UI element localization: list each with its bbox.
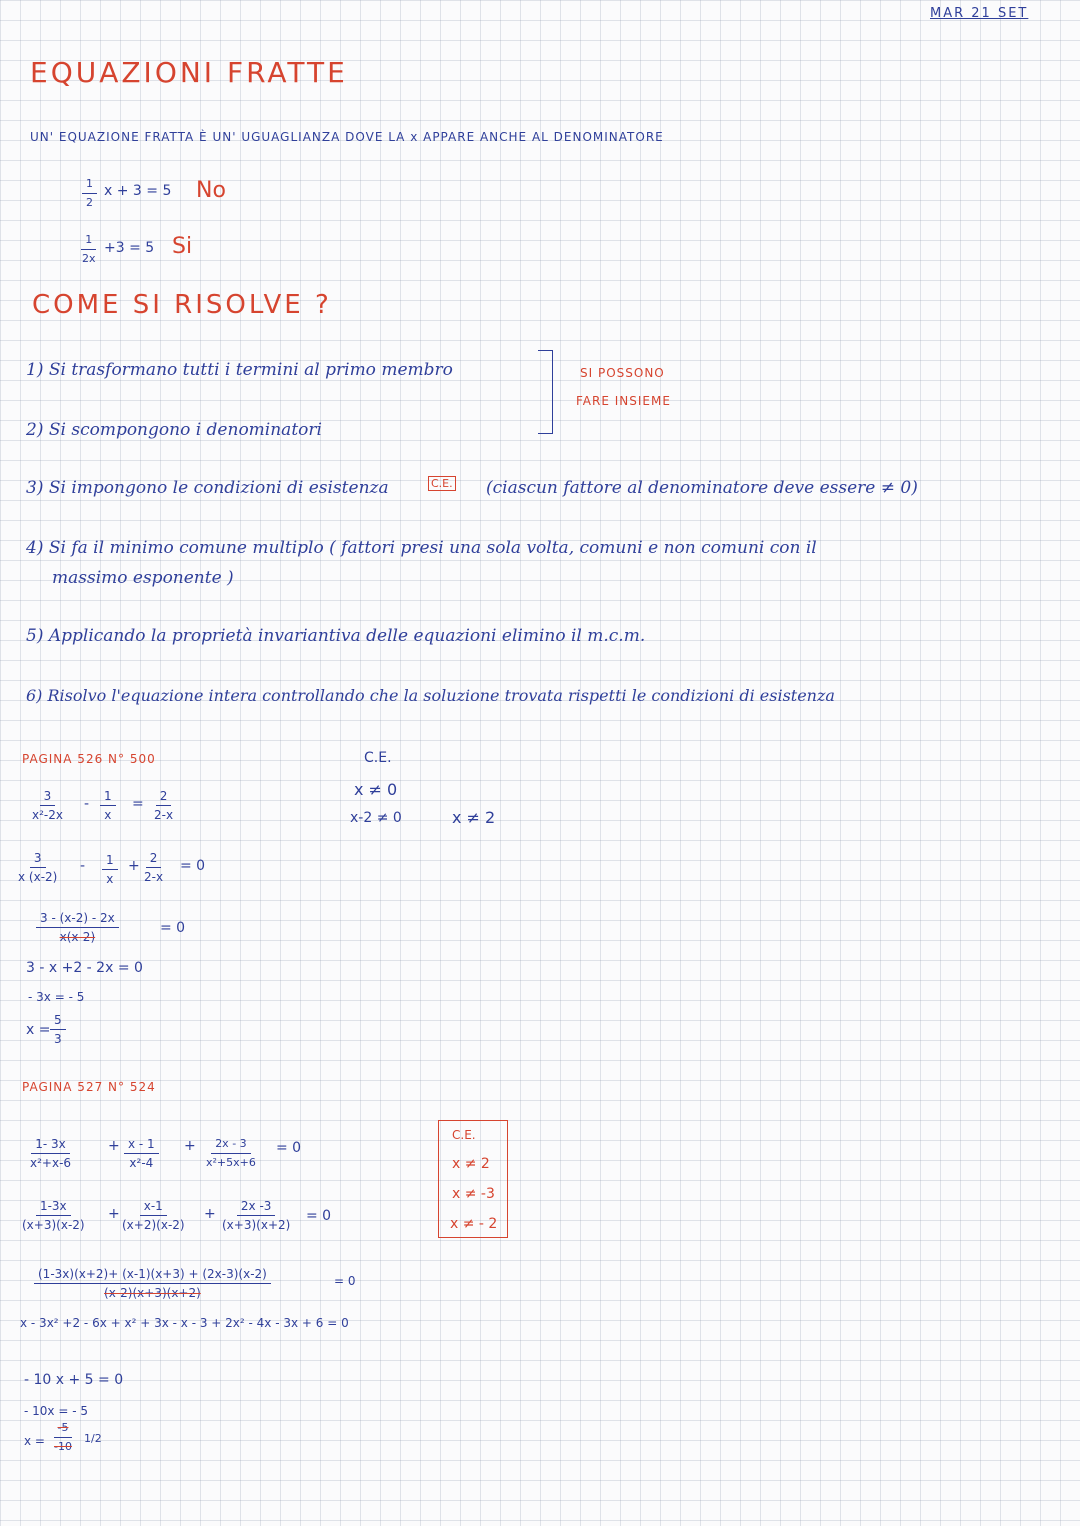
ex2-line7-frac: $\frac{-5}{-10}$ [54,1421,72,1453]
ex1-eq1-frac1: $\frac{3}{\text{x²-2x}}$ [32,789,63,822]
step-4-cont: massimo esponente ) [52,568,234,588]
step-4: 4) Si fa il minimo comune multiplo ( fattori presi una sola volta, comuni e non comuni con il [26,538,817,558]
ex2-ce-3: x ≠ - 2 [450,1216,498,1232]
ex2-ce-label: C.E. [452,1128,476,1142]
ex1-ce-label: C.E. [364,750,392,766]
step-2: 2) Si scompongono i denominatori [26,420,322,440]
exercise-1-heading: PAGINA 526 N° 500 [22,752,156,766]
step-5: 5) Applicando la proprietà invariantiva delle equazioni elimino il m.c.m. [26,626,646,646]
ex2-eq2-frac3: $\frac{2x -3}{(x+3)(x+2)}$ [222,1199,291,1232]
ex2-line6: - 10x = - 5 [24,1404,88,1418]
ex2-eq2-tail: = 0 [306,1208,332,1224]
ex2-eq1-op2: + [184,1138,196,1154]
ex1-ce-1: x ≠ 0 [354,780,398,799]
ex2-eq2-op1: + [108,1206,120,1222]
date: MAR 21 SET [930,6,1029,21]
step-3-note: (ciascun fattore al denominatore deve essere ≠ 0) [486,478,918,498]
ex1-eq1-frac2: $\frac{1}{x}$ [100,788,116,823]
example-1-verdict: No [196,178,226,203]
steps-bracket [538,350,553,434]
ex1-eq2-frac2: $\frac{1}{x}$ [102,852,118,887]
section-title: COME SI RISOLVE ? [32,290,332,320]
ex2-eq2-op2: + [204,1206,216,1222]
ex2-eq1-frac1: $\frac{1- 3x}{\text{x²+x-6}}$ [30,1137,72,1170]
steps-note-2: FARE INSIEME [576,394,671,408]
ex1-line6-frac: $\frac{5}{3}$ [50,1012,66,1047]
page-title: EQUAZIONI FRATTE [30,56,348,89]
ex1-eq1-frac3: $\frac{2}{2-x}$ [154,789,174,822]
ex2-eq2-frac2: $\frac{x-1}{(x+2)(x-2)}$ [122,1199,185,1232]
exercise-2-heading: PAGINA 527 N° 524 [22,1080,156,1094]
step-1: 1) Si trasformano tutti i termini al primo membro [26,360,453,380]
ex1-eq1-op1: - [84,796,90,812]
ex1-eq2-op2: + [128,858,140,874]
ex1-eq3-frac: $\frac{3 - (x-2) - 2x}{x(x-2)}$ [36,910,119,945]
ex2-line7-tail: 1/2 [84,1432,102,1445]
ex1-eq2-frac3: $\frac{2}{2-x}$ [144,851,164,884]
ex2-line4: x - 3x² +2 - 6x + x² + 3x - x - 3 + 2x² - 4x - 3x + 6 = 0 [20,1316,349,1330]
example-2-fraction: $\frac{1}{2x}$ [82,233,96,265]
ex2-eq2-frac1: $\frac{1-3x}{(x+3)(x-2)}$ [22,1199,85,1232]
ex1-eq1-op2: = [132,796,144,812]
ex2-ce-2: x ≠ -3 [452,1186,495,1202]
example-2-verdict: Si [172,234,193,259]
ex2-eq1-tail: = 0 [276,1140,302,1156]
ex1-line6-lhs: x = [26,1022,51,1038]
ex1-eq2-op1: - [80,858,86,874]
example-1-fraction: $\frac{1}{2}$ [82,176,97,211]
definition: UN' EQUAZIONE FRATTA È UN' UGUAGLIANZA DOVE LA x APPARE ANCHE AL DENOMINATORE [30,130,664,144]
ex2-line7-lhs: x = [24,1434,45,1448]
step-6: 6) Risolvo l'equazione intera controllando che la soluzione trovata rispetti le condizioni di esistenza [26,686,835,705]
ex1-line5: - 3x = - 5 [28,990,85,1004]
ex2-eq3-frac: $\frac{(1-3x)(x+2)+ (x-1)(x+3) + (2x-3)(x-2)}{(x-2)(x+3)(x+2)}$ [34,1266,271,1301]
step-3: 3) Si impongono le condizioni di esistenza [26,478,389,498]
ex2-line5: - 10 x + 5 = 0 [24,1372,124,1388]
example-1-rest: x + 3 = 5 [104,183,172,199]
ex1-eq3-tail: = 0 [160,920,186,936]
ex1-eq2-frac1: $\frac{3}{x (x-2)}$ [18,851,58,884]
ex2-eq3-tail: = 0 [334,1274,356,1288]
ex2-eq1-frac3: $\frac{2x - 3}{\text{x²+5x+6}}$ [206,1137,256,1169]
ex1-ce-2: x-2 ≠ 0 [350,810,402,826]
ex2-ce-1: x ≠ 2 [452,1156,490,1172]
ex1-eq2-tail: = 0 [180,858,206,874]
steps-note-1: SI POSSONO [580,366,665,380]
example-2-rest: +3 = 5 [104,240,155,256]
ex1-ce-3: x ≠ 2 [452,808,496,827]
ex2-eq1-op1: + [108,1138,120,1154]
ex1-line4: 3 - x +2 - 2x = 0 [26,960,143,976]
ce-tag: C.E. [428,476,456,491]
ex2-eq1-frac2: $\frac{x - 1}{\text{x²-4}}$ [124,1136,159,1171]
